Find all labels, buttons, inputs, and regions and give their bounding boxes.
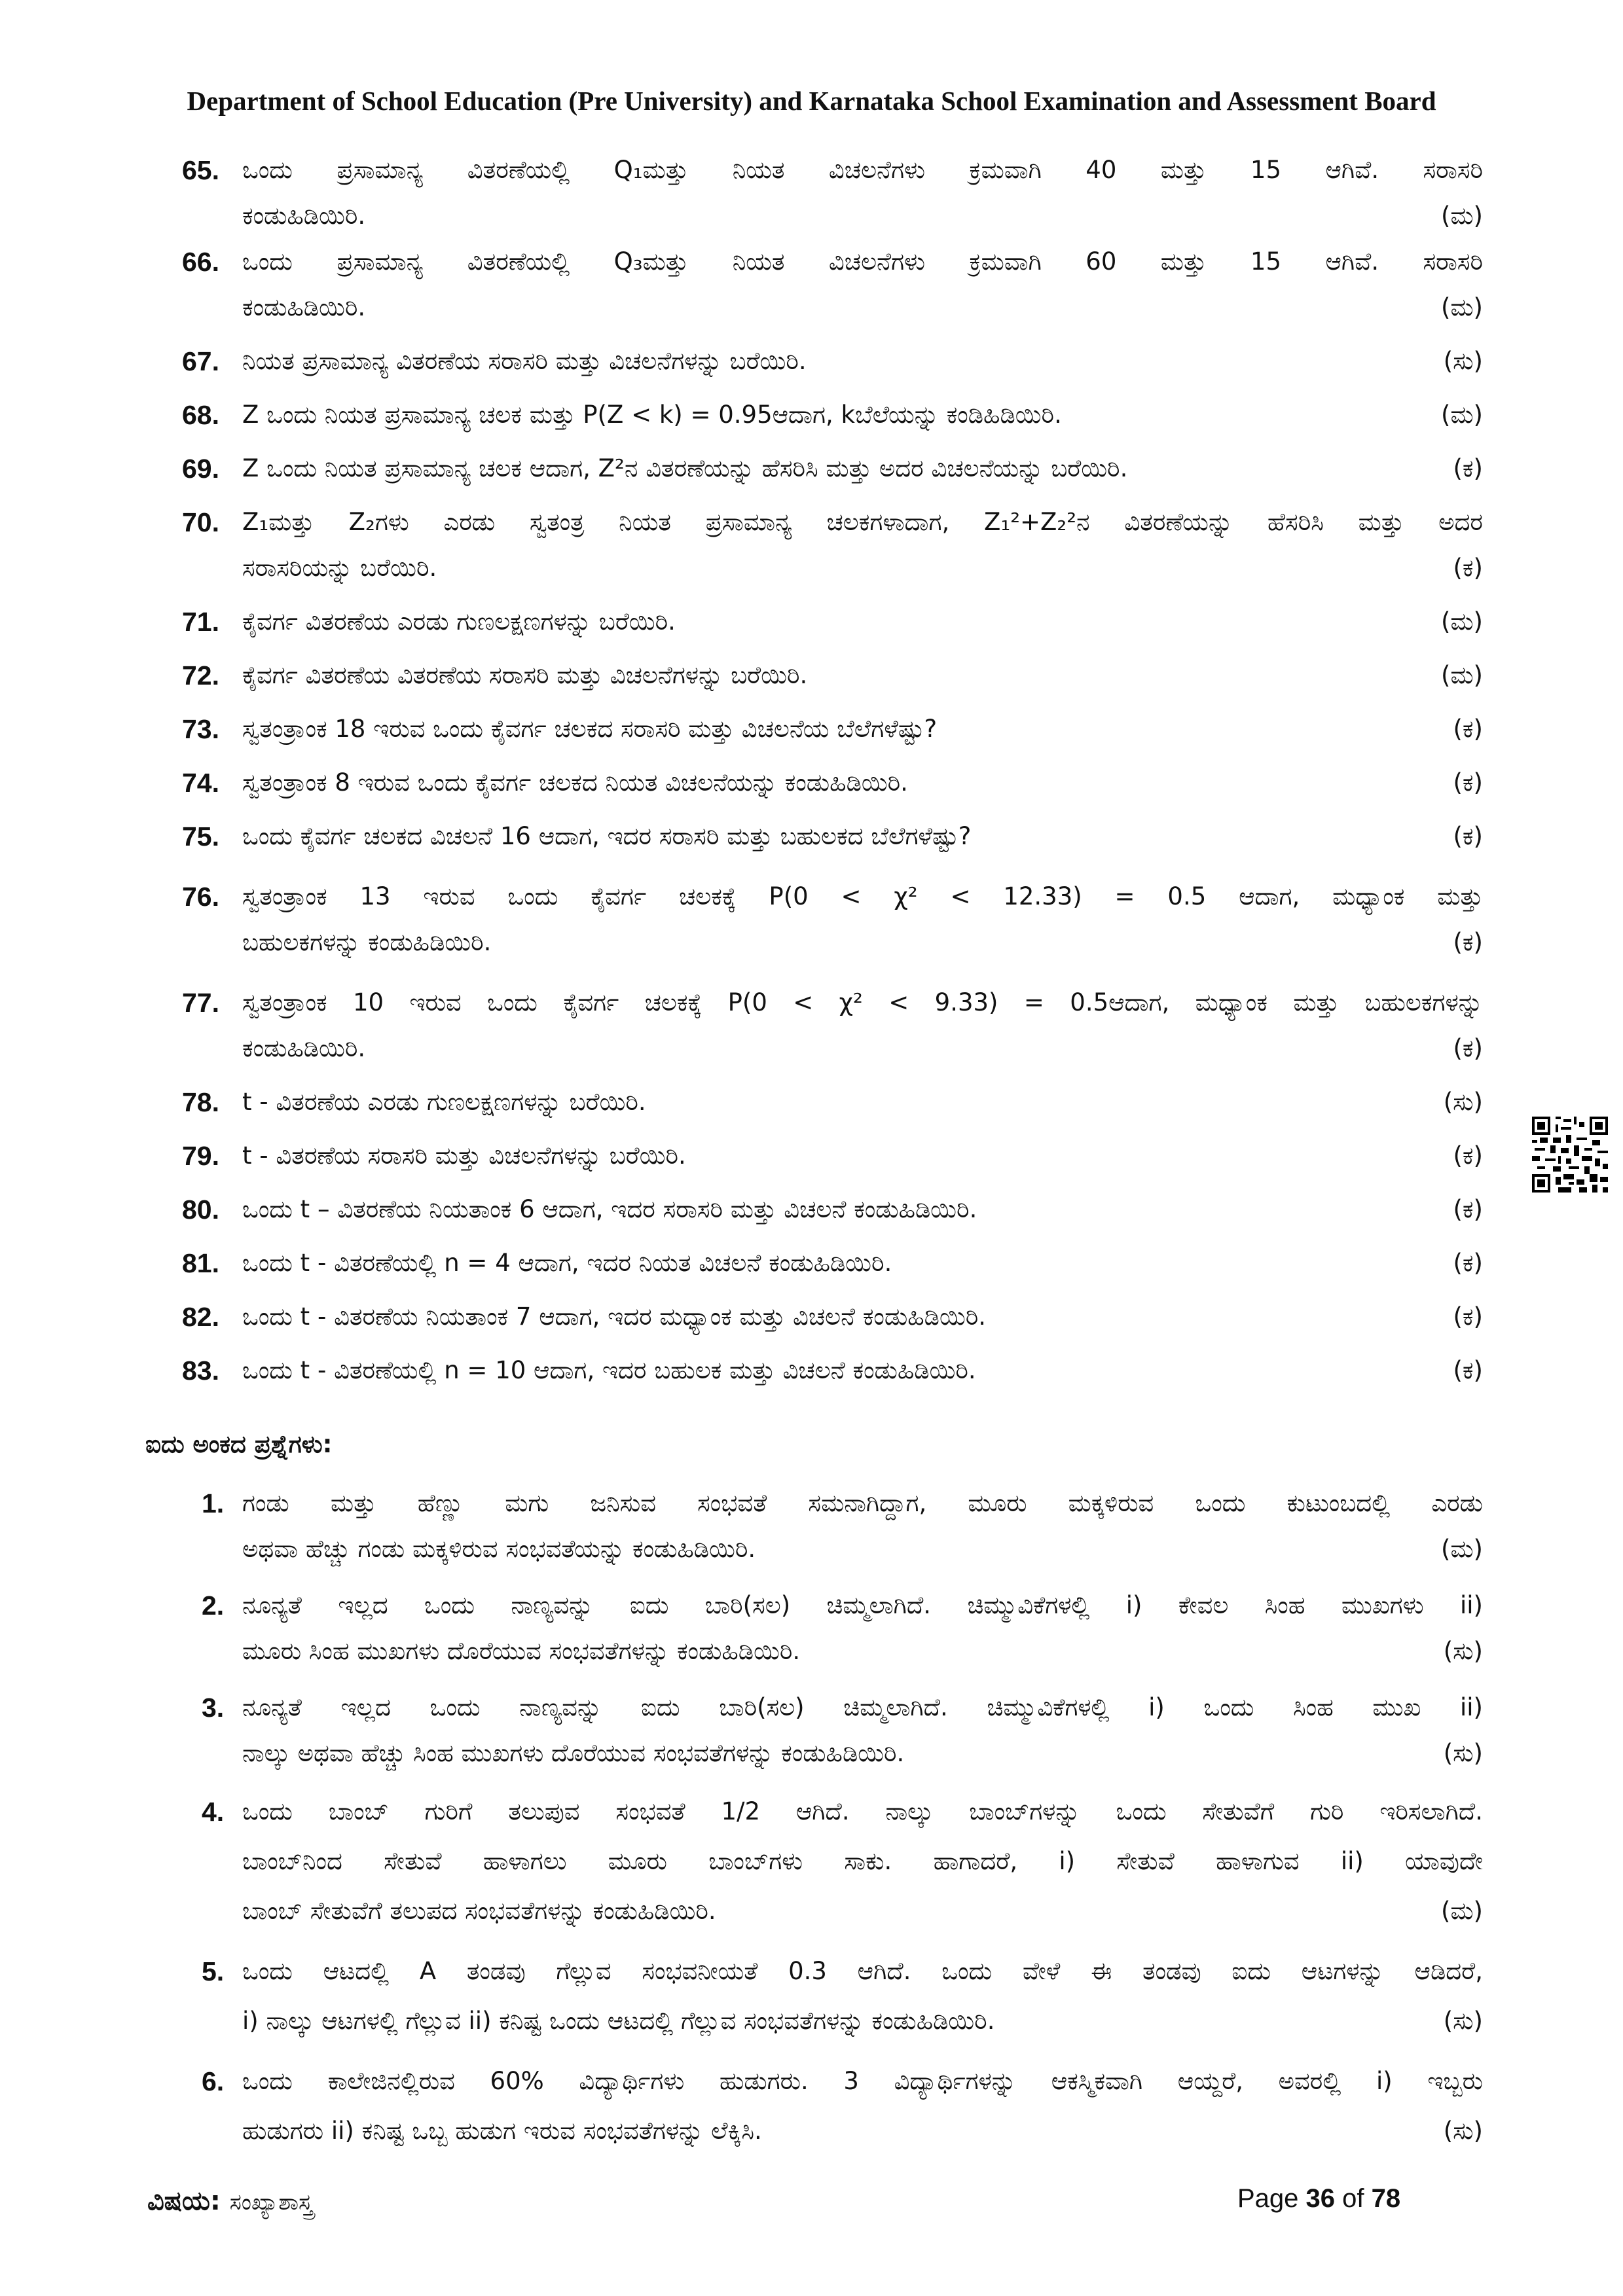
- question-line-2: ಮೂರು ಸಿಂಹ ಮುಖಗಳು ದೊರೆಯುವ ಸಂಭವತೆಗಳನ್ನು ಕಂಡುಹಿಡಿಯಿರಿ. (ಸು): [242, 1628, 1483, 1674]
- question-number: 77.: [182, 988, 219, 1018]
- question-line-2: ಕಂಡುಹಿಡಿಯಿರಿ. (ಕ): [242, 1026, 1483, 1071]
- question-number: 1.: [202, 1488, 225, 1518]
- question-5m-4: [177, 1787, 1483, 1936]
- question-line-2: ಕಂಡುಹಿಡಿಯಿರಿ. (ಮ): [242, 285, 1483, 331]
- question-line: ಕೈವರ್ಗ ವಿತರಣೆಯ ಎರಡು ಗುಣಲಕ್ಷಣಗಳನ್ನು ಬರೆಯಿರಿ. (ಮ): [242, 599, 1483, 645]
- question-5m-1: [177, 1480, 1483, 1572]
- question-line: Z ಒಂದು ನಿಯತ ಪ್ರಸಾಮಾನ್ಯ ಚಲಕ ಆದಾಗ, Z²ನ ವಿತರಣೆಯನ್ನು ಹೆಸರಿಸಿ ಮತ್ತು ಅದರ ವಿಚಲನೆಯನ್ನು ಬರೆಯಿರಿ. (ಕ): [242, 446, 1483, 492]
- question-line: ನೂನ್ಯತೆ ಇಲ್ಲದ ಒಂದು ನಾಣ್ಯವನ್ನು ಐದು ಬಾರಿ(ಸಲ) ಚಿಮ್ಮಲಾಗಿದೆ. ಚಿಮ್ಮುವಿಕೆಗಳಲ್ಲಿ i) ಕೇವಲ ಸಿಂಹ ಮುಖಗಳು ii): [242, 1591, 1483, 1619]
- question-70: [177, 499, 1483, 591]
- question-line-2: ಕಂಡುಹಿಡಿಯಿರಿ. (ಮ): [242, 193, 1483, 239]
- question-number: 70.: [182, 507, 219, 537]
- mark-label: (ಕ): [1453, 554, 1483, 582]
- question-number: 78.: [182, 1087, 219, 1117]
- question-67: [177, 338, 1483, 384]
- qr-code-icon: [1532, 1117, 1608, 1193]
- mark-label: (ಮ): [1440, 401, 1483, 429]
- question-number: 4.: [202, 1797, 225, 1827]
- question-line: ಸ್ವತಂತ್ರಾಂಕ 10 ಇರುವ ಒಂದು ಕೈವರ್ಗ ಚಲಕಕ್ಕೆ P(0 < χ² < 9.33) = 0.5ಆದಾಗ, ಮಧ್ಯಾಂಕ ಮತ್ತು ಬಹುಲಕಗಳನ್ನು: [242, 988, 1483, 1016]
- question-number: 73.: [182, 714, 219, 744]
- question-79: [177, 1133, 1483, 1179]
- mark-label: (ಸು): [1443, 347, 1483, 375]
- mark-label: (ಕ): [1453, 928, 1483, 956]
- question-number: 65.: [182, 155, 219, 185]
- question-76: [177, 874, 1483, 965]
- mark-label: (ಸು): [1443, 2117, 1483, 2145]
- question-68: [177, 392, 1483, 438]
- question-77: [177, 980, 1483, 1071]
- question-line-2: ಬಾಂಬ್‌ನಿಂದ ಸೇತುವೆ ಹಾಳಾಗಲು ಮೂರು ಬಾಂಬ್‌ಗಳು ಸಾಕು. ಹಾಗಾದರೆ, i) ಸೇತುವೆ ಹಾಳಾಗುವ ii) ಯಾವುದೇ: [242, 1847, 1484, 1875]
- mark-label: (ಮ): [1440, 1535, 1483, 1563]
- question-number: 79.: [182, 1141, 219, 1171]
- mark-label: (ಮ): [1440, 607, 1483, 636]
- question-line: ಸ್ವತಂತ್ರಾಂಕ 13 ಇರುವ ಒಂದು ಕೈವರ್ಗ ಚಲಕಕ್ಕೆ P(0 < χ² < 12.33) = 0.5 ಆದಾಗ, ಮಧ್ಯಾಂಕ ಮತ್ತು: [242, 882, 1483, 910]
- mark-label: (ಕ): [1453, 1356, 1483, 1384]
- question-line: ಒಂದು ಕೈವರ್ಗ ಚಲಕದ ವಿಚಲನೆ 16 ಆದಾಗ, ಇದರ ಸರಾಸರಿ ಮತ್ತು ಬಹುಲಕದ ಬೆಲೆಗಳೆಷ್ಟು? (ಕ): [242, 814, 1483, 859]
- question-line: ಒಂದು ಪ್ರಸಾಮಾನ್ಯ ವಿತರಣೆಯಲ್ಲಿ Q₃ಮತ್ತು ನಿಯತ ವಿಚಲನೆಗಳು ಕ್ರಮವಾಗಿ 60 ಮತ್ತು 15 ಆಗಿವೆ. ಸರಾಸರಿ: [242, 247, 1483, 276]
- question-number: 72.: [182, 660, 219, 691]
- question-number: 83.: [182, 1355, 219, 1386]
- question-number: 76.: [182, 882, 219, 912]
- mark-label: (ಕ): [1453, 454, 1483, 482]
- question-line: ಸ್ವತಂತ್ರಾಂಕ 18 ಇರುವ ಒಂದು ಕೈವರ್ಗ ಚಲಕದ ಸರಾಸರಿ ಮತ್ತು ವಿಚಲನೆಯ ಬೆಲೆಗಳೆಷ್ಟು? (ಕ): [242, 706, 1483, 752]
- question-number: 67.: [182, 346, 219, 376]
- question-66: [177, 239, 1483, 331]
- question-5m-3: [177, 1685, 1483, 1776]
- question-line: t - ವಿತರಣೆಯ ಎರಡು ಗುಣಲಕ್ಷಣಗಳನ್ನು ಬರೆಯಿರಿ. (ಸು): [242, 1079, 1483, 1125]
- question-line: ಕೈವರ್ಗ ವಿತರಣೆಯ ವಿತರಣೆಯ ಸರಾಸರಿ ಮತ್ತು ವಿಚಲನೆಗಳನ್ನು ಬರೆಯಿರಿ. (ಮ): [242, 653, 1483, 698]
- mark-label: (ಮ): [1440, 202, 1483, 230]
- mark-label: (ಮ): [1440, 293, 1483, 321]
- question-line: t - ವಿತರಣೆಯ ಸರಾಸರಿ ಮತ್ತು ವಿಚಲನೆಗಳನ್ನು ಬರೆಯಿರಿ. (ಕ): [242, 1133, 1483, 1179]
- question-line: ಒಂದು ಆಟದಲ್ಲಿ A ತಂಡವು ಗೆಲ್ಲುವ ಸಂಭವನೀಯತೆ 0.3 ಆಗಿದೆ. ಒಂದು ವೇಳೆ ಈ ತಂಡವು ಐದು ಆಟಗಳನ್ನು ಆಡಿದರೆ,: [242, 1957, 1484, 1985]
- question-number: 80.: [182, 1194, 219, 1225]
- question-82: [177, 1294, 1483, 1340]
- question-line: ಒಂದು ಬಾಂಬ್ ಗುರಿಗೆ ತಲುಪುವ ಸಂಭವತೆ 1/2 ಆಗಿದೆ. ನಾಲ್ಕು ಬಾಂಬ್‌ಗಳನ್ನು ಒಂದು ಸೇತುವೆಗೆ ಗುರಿ ಇರಿಸಲಾಗಿದೆ.: [242, 1797, 1483, 1825]
- question-line: ಒಂದು t - ವಿತರಣೆಯಲ್ಲಿ n = 10 ಆದಾಗ, ಇದರ ಬಹುಲಕ ಮತ್ತು ವಿಚಲನೆ ಕಂಡುಹಿಡಿಯಿರಿ. (ಕ): [242, 1348, 1483, 1393]
- mark-label: (ಸು): [1443, 1637, 1483, 1665]
- subject-name: ಸಂಖ್ಯಾಶಾಸ್ತ್ರ: [229, 2189, 313, 2215]
- question-number: 2.: [202, 1590, 225, 1621]
- mark-label: (ಕ): [1453, 822, 1483, 850]
- mark-label: (ಸು): [1443, 2007, 1483, 2035]
- question-number: 75.: [182, 821, 219, 852]
- question-line: ಒಂದು ಕಾಲೇಜಿನಲ್ಲಿರುವ 60% ವಿದ್ಯಾರ್ಥಿಗಳು ಹುಡುಗರು. 3 ವಿದ್ಯಾರ್ಥಿಗಳನ್ನು ಆಕಸ್ಮಿಕವಾಗಿ ಆಯ್ದರೆ, ಅವರಲ್ಲಿ i) ಇಬ್ಬರು: [242, 2067, 1483, 2095]
- mark-label: (ಮ): [1440, 1897, 1483, 1925]
- question-line-2: i) ನಾಲ್ಕು ಆಟಗಳಲ್ಲಿ ಗೆಲ್ಲುವ ii) ಕನಿಷ್ಟ ಒಂದು ಆಟದಲ್ಲಿ ಗೆಲ್ಲುವ ಸಂಭವತೆಗಳನ್ನು ಕಂಡುಹಿಡಿಯಿರಿ. (ಸು): [242, 1996, 1483, 2046]
- question-line: ಒಂದು t - ವಿತರಣೆಯಲ್ಲಿ n = 4 ಆದಾಗ, ಇದರ ನಿಯತ ವಿಚಲನೆ ಕಂಡುಹಿಡಿಯಿರಿ. (ಕ): [242, 1240, 1483, 1286]
- question-line: Z₁ಮತ್ತು Z₂ಗಳು ಎರಡು ಸ್ವತಂತ್ರ ನಿಯತ ಪ್ರಸಾಮಾನ್ಯ ಚಲಕಗಳಾದಾಗ, Z₁²+Z₂²ನ ವಿತರಣೆಯನ್ನು ಹೆಸರಿಸಿ ಮತ್ತು ಅದರ: [242, 508, 1483, 536]
- footer-subject: [147, 2186, 313, 2216]
- mark-label: (ಕ): [1453, 1249, 1483, 1277]
- question-72: [177, 653, 1483, 698]
- question-75: [177, 814, 1483, 859]
- question-line: ಸ್ವತಂತ್ರಾಂಕ 8 ಇರುವ ಒಂದು ಕೈವರ್ಗ ಚಲಕದ ನಿಯತ ವಿಚಲನೆಯನ್ನು ಕಂಡುಹಿಡಿಯಿರಿ. (ಕ): [242, 760, 1483, 806]
- question-number: 82.: [182, 1302, 219, 1332]
- question-number: 3.: [202, 1693, 225, 1723]
- subject-label: ವಿಷಯ:: [147, 2186, 221, 2216]
- question-83: [177, 1348, 1483, 1393]
- page-number: Page 36 of 78: [1237, 2184, 1401, 2213]
- question-78: [177, 1079, 1483, 1125]
- mark-label: (ಮ): [1440, 661, 1483, 689]
- mark-label: (ಕ): [1453, 768, 1483, 797]
- question-69: [177, 446, 1483, 492]
- mark-label: (ಕ): [1453, 1141, 1483, 1170]
- question-74: [177, 760, 1483, 806]
- question-5m-5: [177, 1946, 1483, 2046]
- question-line-2: ಹುಡುಗರು ii) ಕನಿಷ್ಟ ಒಬ್ಬ ಹುಡುಗ ಇರುವ ಸಂಭವತೆಗಳನ್ನು ಲೆಕ್ಕಿಸಿ. (ಸು): [242, 2106, 1483, 2156]
- mark-label: (ಕ): [1453, 1195, 1483, 1223]
- question-line-2: ಬಹುಲಕಗಳನ್ನು ಕಂಡುಹಿಡಿಯಿರಿ. (ಕ): [242, 920, 1483, 965]
- mark-label: (ಕ): [1453, 1034, 1483, 1062]
- question-line-3: ಬಾಂಬ್ ಸೇತುವೆಗೆ ತಲುಪದ ಸಂಭವತೆಗಳನ್ನು ಕಂಡುಹಿಡಿಯಿರಿ. (ಮ): [242, 1886, 1483, 1936]
- question-line: ನಿಯತ ಪ್ರಸಾಮಾನ್ಯ ವಿತರಣೆಯ ಸರಾಸರಿ ಮತ್ತು ವಿಚಲನೆಗಳನ್ನು ಬರೆಯಿರಿ. (ಸು): [242, 338, 1483, 384]
- mark-label: (ಕ): [1453, 1302, 1483, 1331]
- question-number: 6.: [202, 2066, 225, 2096]
- question-line-2: ಸರಾಸರಿಯನ್ನು ಬರೆಯಿರಿ. (ಕ): [242, 545, 1483, 591]
- question-line-2: ಅಥವಾ ಹೆಚ್ಚು ಗಂಡು ಮಕ್ಕಳಿರುವ ಸಂಭವತೆಯನ್ನು ಕಂಡುಹಿಡಿಯಿರಿ. (ಮ): [242, 1526, 1483, 1572]
- question-number: 69.: [182, 454, 219, 484]
- questions-b: [177, 1480, 1483, 2156]
- section-title: ಐದು ಅಂಕದ ಪ್ರಶ್ನೆಗಳು:: [145, 1430, 333, 1458]
- question-line: ಗಂಡು ಮತ್ತು ಹೆಣ್ಣು ಮಗು ಜನಿಸುವ ಸಂಭವತೆ ಸಮನಾಗಿದ್ದಾಗ, ಮೂರು ಮಕ್ಕಳಿರುವ ಒಂದು ಕುಟುಂಬದಲ್ಲಿ ಎರಡು: [242, 1489, 1483, 1517]
- question-number: 66.: [182, 247, 219, 277]
- question-5m-2: [177, 1583, 1483, 1674]
- question-73: [177, 706, 1483, 752]
- question-number: 74.: [182, 768, 219, 798]
- question-71: [177, 599, 1483, 645]
- question-line: ಒಂದು ಪ್ರಸಾಮಾನ್ಯ ವಿತರಣೆಯಲ್ಲಿ Q₁ಮತ್ತು ನಿಯತ ವಿಚಲನೆಗಳು ಕ್ರಮವಾಗಿ 40 ಮತ್ತು 15 ಆಗಿವೆ. ಸರಾಸರಿ: [242, 156, 1483, 184]
- question-line: ಒಂದು t – ವಿತರಣೆಯ ನಿಯತಾಂಕ 6 ಆದಾಗ, ಇದರ ಸರಾಸರಿ ಮತ್ತು ವಿಚಲನೆ ಕಂಡುಹಿಡಿಯಿರಿ. (ಕ): [242, 1187, 1483, 1232]
- question-number: 68.: [182, 400, 219, 430]
- question-line: Z ಒಂದು ನಿಯತ ಪ್ರಸಾಮಾನ್ಯ ಚಲಕ ಮತ್ತು P(Z < k) = 0.95ಆದಾಗ, kಬೆಲೆಯನ್ನು ಕಂಡಿಹಿಡಿಯಿರಿ. (ಮ): [242, 392, 1483, 438]
- question-number: 5.: [202, 1956, 225, 1986]
- question-81: [177, 1240, 1483, 1286]
- mark-label: (ಸು): [1443, 1739, 1483, 1767]
- question-line-2: ನಾಲ್ಕು ಅಥವಾ ಹೆಚ್ಚು ಸಿಂಹ ಮುಖಗಳು ದೊರೆಯುವ ಸಂಭವತೆಗಳನ್ನು ಕಂಡುಹಿಡಿಯಿರಿ. (ಸು): [242, 1731, 1483, 1776]
- mark-label: (ಕ): [1453, 715, 1483, 743]
- question-80: [177, 1187, 1483, 1232]
- questions-a: [177, 147, 1483, 1393]
- question-number: 71.: [182, 607, 219, 637]
- page-header: Department of School Education (Pre University) and Karnataka School Examination and Assessment Board: [187, 86, 1436, 116]
- mark-label: (ಸು): [1443, 1088, 1483, 1116]
- question-number: 81.: [182, 1248, 219, 1278]
- question-5m-6: [177, 2056, 1483, 2156]
- question-65: [177, 147, 1483, 239]
- question-line: ಒಂದು t - ವಿತರಣೆಯ ನಿಯತಾಂಕ 7 ಆದಾಗ, ಇದರ ಮಧ್ಯಾಂಕ ಮತ್ತು ವಿಚಲನೆ ಕಂಡುಹಿಡಿಯಿರಿ. (ಕ): [242, 1294, 1483, 1340]
- question-line: ನೂನ್ಯತೆ ಇಲ್ಲದ ಒಂದು ನಾಣ್ಯವನ್ನು ಐದು ಬಾರಿ(ಸಲ) ಚಿಮ್ಮಲಾಗಿದೆ. ಚಿಮ್ಮುವಿಕೆಗಳಲ್ಲಿ i) ಒಂದು ಸಿಂಹ ಮುಖ ii): [242, 1693, 1483, 1721]
